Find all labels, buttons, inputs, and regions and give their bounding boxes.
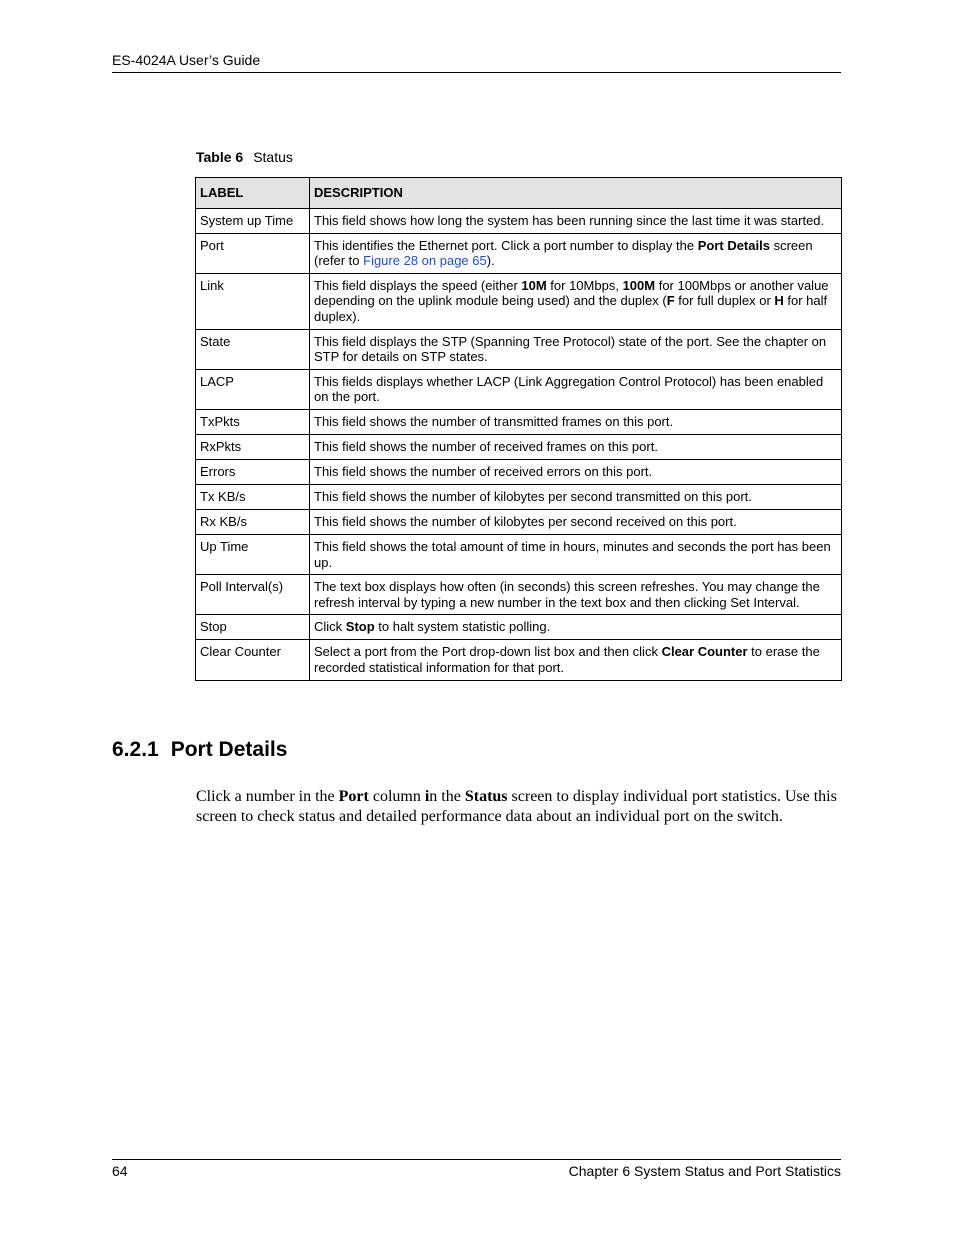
row-label: Link	[196, 273, 310, 329]
desc-text: This field displays the speed (either	[314, 277, 522, 293]
table-row	[196, 273, 842, 329]
table-number: Table 6	[196, 149, 244, 165]
desc-text: Click	[314, 619, 346, 635]
chapter-title: Chapter 6 System Status and Port Statistics	[568, 1163, 841, 1179]
row-description: This field shows how long the system has been running since the last time it was started.	[310, 209, 842, 234]
desc-text: for 100Mbps or another value depending on the uplink module being used) and the duplex (	[314, 277, 829, 309]
para-text: screen to display individual port statistics. Use this screen to check status and detailed performance data about an individual port on the switch.	[196, 788, 837, 825]
desc-bold: Port Details	[697, 237, 770, 253]
desc-text: for 10Mbps,	[546, 277, 623, 293]
description-column-header: DESCRIPTION	[310, 178, 842, 209]
figure-link[interactable]: Figure 28 on page 65	[363, 253, 487, 269]
table-row	[196, 575, 842, 615]
row-label: State	[196, 329, 310, 369]
desc-bold: 10M	[521, 277, 547, 293]
row-label: System up Time	[196, 209, 310, 234]
section-number: 6.2.1	[112, 738, 159, 761]
table-row	[196, 484, 842, 509]
table-row	[196, 534, 842, 574]
row-description: This field shows the number of transmitted frames on this port.	[310, 409, 842, 434]
para-text: n the	[429, 788, 465, 805]
table-row	[196, 329, 842, 369]
label-column-header: LABEL	[196, 178, 310, 209]
row-label: Port	[196, 233, 310, 273]
para-text: Click a number in the	[196, 788, 339, 805]
desc-text: to erase the recorded statistical information for that port.	[314, 644, 820, 675]
table-row	[196, 459, 842, 484]
row-description	[310, 615, 842, 640]
table-row	[196, 209, 842, 234]
guide-title: ES-4024A User’s Guide	[112, 52, 261, 68]
table-row	[196, 369, 842, 409]
table-row	[196, 233, 842, 273]
page-header	[112, 52, 841, 73]
table-row	[196, 409, 842, 434]
desc-text: This identifies the Ethernet port. Click a port number to display the	[314, 237, 698, 253]
row-label: Tx KB/s	[196, 484, 310, 509]
table-title: Status	[253, 149, 293, 165]
body-paragraph	[196, 787, 841, 827]
desc-text: for full duplex or	[674, 293, 775, 309]
section-heading	[112, 738, 287, 762]
desc-text: Select a port from the Port drop-down list box and then click	[314, 644, 662, 660]
desc-text: to halt system statistic polling.	[374, 619, 551, 635]
row-description	[310, 233, 842, 273]
row-description: This field shows the number of received frames on this port.	[310, 434, 842, 459]
desc-bold: Stop	[345, 619, 375, 635]
page-number: 64	[112, 1163, 128, 1179]
para-bold: Port	[338, 788, 369, 805]
desc-bold: H	[774, 293, 784, 309]
row-description	[310, 273, 842, 329]
row-description: This field shows the number of kilobytes per second transmitted on this port.	[310, 484, 842, 509]
row-description: The text box displays how often (in seconds) this screen refreshes. You may change the refresh interval by typing a new number in the text box and then clicking Set Interval.	[310, 575, 842, 615]
row-description: This field shows the number of kilobytes per second received on this port.	[310, 509, 842, 534]
row-label: Rx KB/s	[196, 509, 310, 534]
section-title: Port Details	[170, 738, 288, 761]
page-footer	[112, 1159, 841, 1179]
row-label: Poll Interval(s)	[196, 575, 310, 615]
row-label: RxPkts	[196, 434, 310, 459]
row-label: LACP	[196, 369, 310, 409]
row-description: This field displays the STP (Spanning Tree Protocol) state of the port. See the chapter on STP for details on STP states.	[310, 329, 842, 369]
desc-text: for half duplex).	[314, 293, 828, 324]
row-description: This field shows the total amount of time in hours, minutes and seconds the port has been up.	[310, 534, 842, 574]
row-description	[310, 640, 842, 680]
table-row	[196, 509, 842, 534]
row-description: This fields displays whether LACP (Link Aggregation Control Protocol) has been enabled on the port.	[310, 369, 842, 409]
row-label: Errors	[196, 459, 310, 484]
status-table	[195, 177, 842, 681]
desc-text: screen (refer to	[314, 237, 813, 269]
table-caption	[196, 149, 293, 165]
desc-bold: 100M	[622, 277, 656, 293]
desc-bold: Clear Counter	[661, 644, 748, 660]
row-label: Stop	[196, 615, 310, 640]
row-label: Up Time	[196, 534, 310, 574]
table-row	[196, 434, 842, 459]
para-text: column	[368, 788, 425, 805]
para-bold: Status	[464, 788, 508, 805]
desc-bold: F	[666, 293, 675, 309]
para-bold: i	[424, 788, 430, 805]
row-description: This field shows the number of received errors on this port.	[310, 459, 842, 484]
table-row	[196, 640, 842, 680]
desc-text: ).	[486, 253, 495, 269]
row-label: Clear Counter	[196, 640, 310, 680]
table-header-row	[196, 178, 842, 209]
table-row	[196, 615, 842, 640]
row-label: TxPkts	[196, 409, 310, 434]
